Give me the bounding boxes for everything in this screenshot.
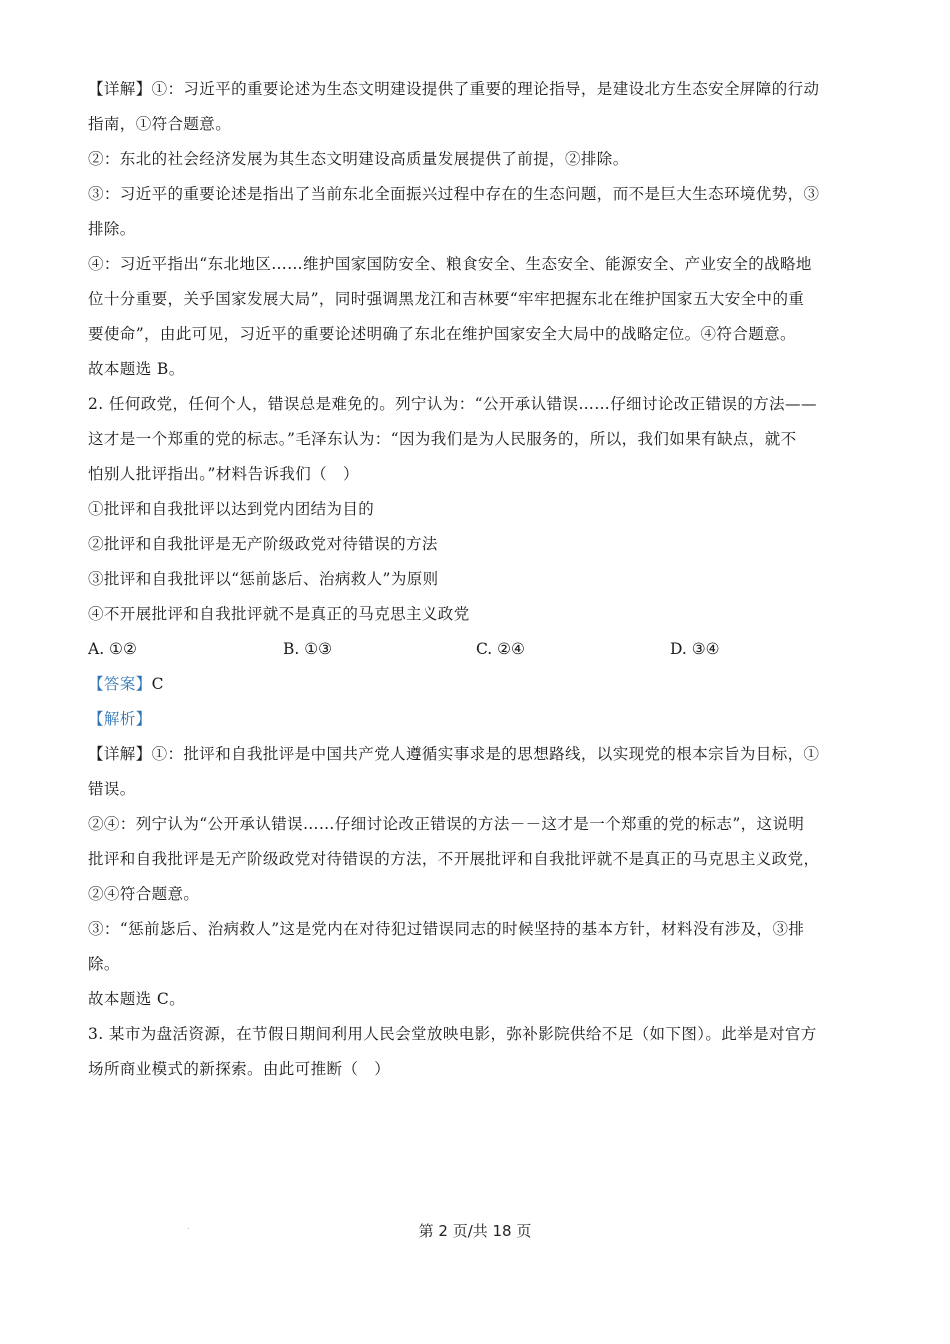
q2-statement-2: ②批评和自我批评是无产阶级政党对待错误的方法: [88, 535, 438, 553]
page-footer: 第 2 页/共 18 页: [418, 1222, 532, 1240]
q2-stem-line-2: 这才是一个郑重的党的标志。”毛泽东认为：“因为我们是为人民服务的，所以，我们如果有缺点，就不: [88, 430, 797, 448]
q2-detail-line-4: 批评和自我批评是无产阶级政党对待错误的方法，不开展批评和自我批评就不是真正的马克思主义政党，: [88, 850, 820, 868]
q2-options: [88, 632, 860, 667]
q2-option-c: C. ②④: [476, 640, 525, 658]
analysis-label: 【解析】: [88, 710, 152, 728]
q2-detail-line-1: 【详解】①：批评和自我批评是中国共产党人遵循实事求是的思想路线，以实现党的根本宗旨为目标，①: [88, 745, 820, 763]
q1-detail-line-3: ②：东北的社会经济发展为其生态文明建设高质量发展提供了前提，②排除。: [88, 150, 629, 168]
q2-detail-line-7: 除。: [88, 955, 120, 973]
answer-label: 【答案】: [88, 675, 152, 693]
q2-detail-line-2: 错误。: [88, 780, 136, 798]
q2-statement-1: ①批评和自我批评以达到党内团结为目的: [88, 500, 375, 518]
q2-option-b: B. ①③: [283, 640, 333, 658]
q2-conclusion: 故本题选 C。: [88, 990, 186, 1008]
q1-detail-line-7: 位十分重要，关乎国家发展大局”，同时强调黑龙江和吉林要“牢牢把握东北在维护国家五大安全中的重: [88, 290, 805, 308]
q1-detail-line-1: 【详解】①：习近平的重要论述为生态文明建设提供了重要的理论指导，是建设北方生态安全屏障的行动: [88, 80, 820, 98]
page-content: [88, 72, 860, 1087]
q1-detail-line-8: 要使命”，由此可见，习近平的重要论述明确了东北在维护国家安全大局中的战略定位。④符合题意。: [88, 325, 796, 343]
detail-label: 【详解】: [88, 745, 152, 763]
q2-stem-line-1: 2. 任何政党，任何个人，错误总是难免的。列宁认为：“公开承认错误……仔细讨论改正错误的方法——: [88, 395, 817, 413]
q2-answer: [88, 667, 860, 702]
q2-detail-line-5: ②④符合题意。: [88, 885, 200, 903]
q2-option-a: A. ①②: [88, 640, 137, 658]
q2-detail-line-3: ②④：列宁认为“公开承认错误……仔细讨论改正错误的方法－－这才是一个郑重的党的标志”，这说明: [88, 815, 805, 833]
q2-analysis-heading: [88, 702, 860, 737]
q3-stem-line-2: 场所商业模式的新探索。由此可推断（ ）: [88, 1060, 391, 1078]
q1-detail-line-4: ③：习近平的重要论述是指出了当前东北全面振兴过程中存在的生态问题，而不是巨大生态环境优势，③: [88, 185, 820, 203]
q2-stem-line-3: 怕别人批评指出。”材料告诉我们（ ）: [88, 465, 359, 483]
q2-option-d: D. ③④: [670, 640, 720, 658]
q1-detail-line-6: ④：习近平指出“东北地区……维护国家国防安全、粮食安全、生态安全、能源安全、产业安全的战略地: [88, 255, 812, 273]
q2-statement-4: ④不开展批评和自我批评就不是真正的马克思主义政党: [88, 605, 470, 623]
q1-conclusion: 故本题选 B。: [88, 360, 185, 378]
answer-value: C: [151, 675, 164, 693]
q2-statement-3: ③批评和自我批评以“惩前毖后、治病救人”为原则: [88, 570, 439, 588]
q3-stem-line-1: 3. 某市为盘活资源，在节假日期间利用人民会堂放映电影，弥补影院供给不足（如下图）。此举是对官方: [88, 1025, 817, 1043]
q2-detail-line-6: ③：“惩前毖后、治病救人”这是党内在对待犯过错误同志的时候坚持的基本方针，材料没有涉及，③排: [88, 920, 805, 938]
detail-label: 【详解】: [88, 80, 152, 98]
q1-detail-line-2: 指南，①符合题意。: [88, 115, 232, 133]
q1-detail-line-5: 排除。: [88, 220, 136, 238]
